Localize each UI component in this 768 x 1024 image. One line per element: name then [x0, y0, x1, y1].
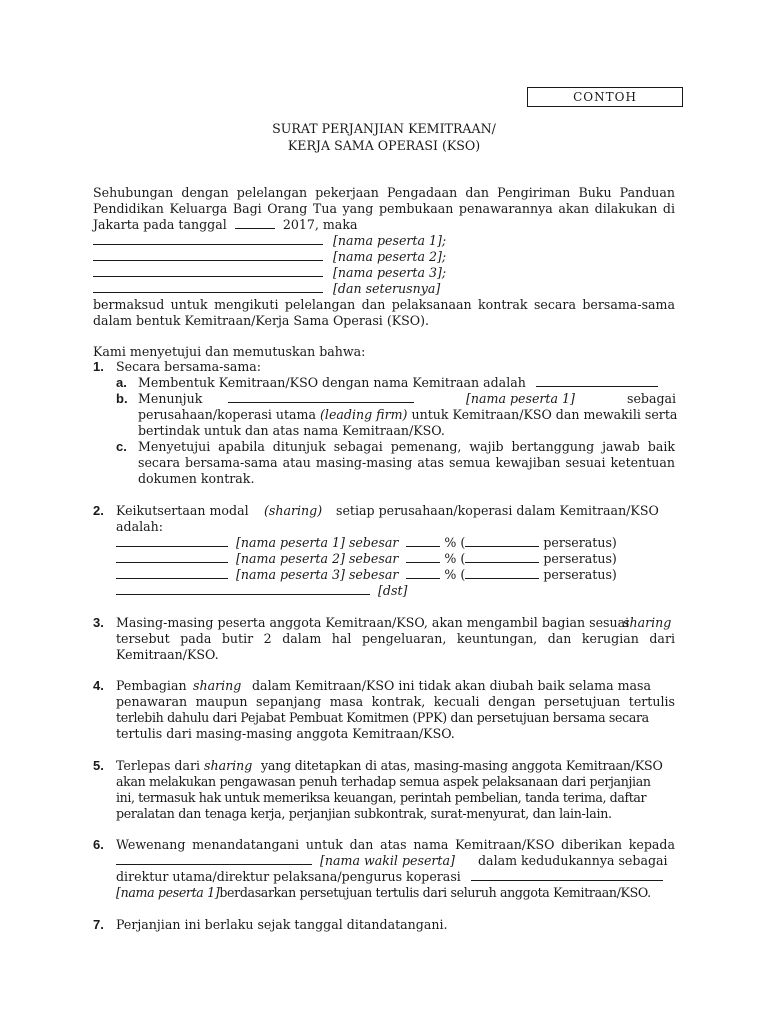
intro-line-1: Sehubungan dengan pelelangan pekerjaan Pengadaan dan Pengiriman Buku Panduan — [93, 185, 675, 200]
sub-item-b-label: b. — [116, 391, 128, 406]
sub-item-b-line-1-left: Menunjuk — [138, 391, 203, 406]
contoh-stamp: CONTOH — [527, 87, 683, 107]
participant-blank — [93, 265, 323, 277]
item-3-line-2: tersebut pada butir 2 dalam hal pengeluaran, keuntungan, dan kerugian dari — [116, 631, 675, 646]
item-5-line-1-italic: sharing — [204, 758, 253, 773]
item-5-line-1-right: yang ditetapkan di atas, masing-masing anggota Kemitraan/KSO — [261, 758, 663, 773]
sub-item-b-line-2: perusahaan/koperasi utama (leading firm) untuk Kemitraan/KSO dan mewakili serta — [138, 407, 678, 422]
item-5-line-2: akan melakukan pengawasan penuh terhadap semua aspek pelaksanaan dari perjanjian — [116, 774, 651, 789]
item-4-line-1-left: Pembagian — [116, 678, 187, 693]
item-2-line-2: adalah: — [116, 519, 163, 534]
sub-item-a-text — [138, 375, 658, 390]
share-row-3: [nama peserta 3] sebesar % ( perseratus) — [116, 567, 617, 582]
sub-item-b-line-1-italic: [nama peserta 1] — [466, 391, 575, 406]
purpose-line-1: bermaksud untuk mengikuti pelelangan dan pelaksanaan kontrak secara bersama-sama — [93, 297, 675, 312]
item-6-line-2-blank — [116, 853, 312, 868]
intro-line-2: Pendidikan Keluarga Bagi Orang Tua yang pembukaan penawarannya akan dilakukan di — [93, 201, 675, 216]
item-4-line-1-right: dalam Kemitraan/KSO ini tidak akan diubah baik selama masa — [252, 678, 652, 693]
participant-line-1 — [93, 233, 446, 248]
sub-item-b-line-1-blank — [228, 391, 414, 406]
participant-blank — [93, 249, 323, 261]
sub-item-b-line-1-right: sebagai — [627, 391, 677, 406]
sub-item-c-line-2: secara bersama-sama atau masing-masing atas semua kewajiban sesuai ketentuan — [138, 455, 675, 470]
agreement-intro: Kami menyetujui dan memutuskan bahwa: — [93, 344, 366, 359]
item-3-line-3: Kemitraan/KSO. — [116, 647, 219, 662]
share-row-dst: [dst] — [116, 583, 407, 598]
share-row-2: [nama peserta 2] sebesar % ( perseratus) — [116, 551, 617, 566]
title-line-2: KERJA SAMA OPERASI (KSO) — [287, 138, 481, 153]
item-4-line-4: tertulis dari masing-masing anggota Kemitraan/KSO. — [116, 726, 455, 741]
intro-line-3 — [93, 217, 357, 232]
item-4-line-1-italic: sharing — [193, 678, 242, 693]
item-1-text: Secara bersama-sama: — [116, 359, 262, 374]
participant-line-2 — [93, 249, 446, 264]
item-5-line-4: peralatan dan tenaga kerja, perjanjian subkontrak, surat-menyurat, dan lain-lain. — [116, 806, 612, 821]
participant-label: [nama peserta 3]; — [333, 265, 447, 280]
item-number-2: 2. — [93, 503, 104, 518]
koperasi-blank — [471, 869, 663, 881]
item-4-line-3: terlebih dahulu dari Pejabat Pembuat Komitmen (PPK) dan persetujuan bersama secara — [116, 710, 649, 725]
item-3-line-1-left: Masing-masing peserta anggota Kemitraan/KSO, akan mengambil bagian sesuai — [116, 615, 630, 630]
item-number-5: 5. — [93, 758, 104, 773]
participant-label: [dan seterusnya] — [333, 281, 441, 296]
intro-year-text: 2017, maka — [282, 217, 358, 232]
share-row-1: [nama peserta 1] sebesar % ( perseratus) — [116, 535, 617, 550]
item-4-line-2: penawaran maupun sepanjang masa kontrak, kecuali dengan persetujuan tertulis — [116, 694, 675, 709]
kemitraan-name-blank — [536, 375, 658, 387]
item-number-4: 4. — [93, 678, 104, 693]
participant-line-4 — [93, 281, 440, 296]
item-2-line-1-italic: (sharing) — [264, 503, 323, 518]
sub-item-a-body: Membentuk Kemitraan/KSO dengan nama Kemitraan adalah — [138, 375, 526, 390]
item-5-line-3: ini, termasuk hak untuk memeriksa keuangan, perintah pembelian, tanda terima, daftar — [116, 790, 647, 805]
item-6-line-1: Wewenang menandatangani untuk dan atas nama Kemitraan/KSO diberikan kepada — [116, 837, 675, 852]
item-number-6: 6. — [93, 837, 104, 852]
item-6-line-2-right: dalam kedudukannya sebagai — [478, 853, 668, 868]
item-3-line-1-italic: sharing — [623, 615, 672, 630]
item-6-line-2-italic: [nama wakil peserta] — [320, 853, 455, 868]
date-blank — [235, 217, 275, 229]
title-line-1: SURAT PERJANJIAN KEMITRAAN/ — [272, 121, 496, 136]
sub-item-a-label: a. — [116, 375, 127, 390]
item-number-1: 1. — [93, 359, 104, 374]
sub-item-c-line-3: dokumen kontrak. — [138, 471, 255, 486]
item-7-text: Perjanjian ini berlaku sejak tanggal ditandatangani. — [116, 917, 448, 932]
item-6-line-4: [nama peserta 1]berdasarkan persetujuan tertulis dari seluruh anggota Kemitraan/KSO. — [116, 885, 651, 900]
sub-item-b-line-3: bertindak untuk dan atas nama Kemitraan/KSO. — [138, 423, 445, 438]
participant-label: [nama peserta 1]; — [333, 233, 447, 248]
sub-item-c-line-1: Menyetujui apabila ditunjuk sebagai pemenang, wajib bertanggung jawab baik — [138, 439, 675, 454]
purpose-line-2: dalam bentuk Kemitraan/Kerja Sama Operasi (KSO). — [93, 313, 430, 328]
participant-blank — [93, 233, 323, 245]
participant-blank — [93, 281, 323, 293]
participant-label: [nama peserta 2]; — [333, 249, 447, 264]
participant-line-3 — [93, 265, 446, 280]
sub-item-c-label: c. — [116, 439, 127, 454]
intro-date-text: Jakarta pada tanggal — [93, 217, 227, 232]
item-6-line-3: direktur utama/direktur pelaksana/pengurus koperasi — [116, 869, 663, 884]
item-2-line-1-left: Keikutsertaan modal — [116, 503, 249, 518]
item-number-7: 7. — [93, 917, 104, 932]
item-5-line-1-left: Terlepas dari — [116, 758, 201, 773]
item-number-3: 3. — [93, 615, 104, 630]
item-2-line-1-right: setiap perusahaan/koperasi dalam Kemitraan/KSO — [336, 503, 659, 518]
